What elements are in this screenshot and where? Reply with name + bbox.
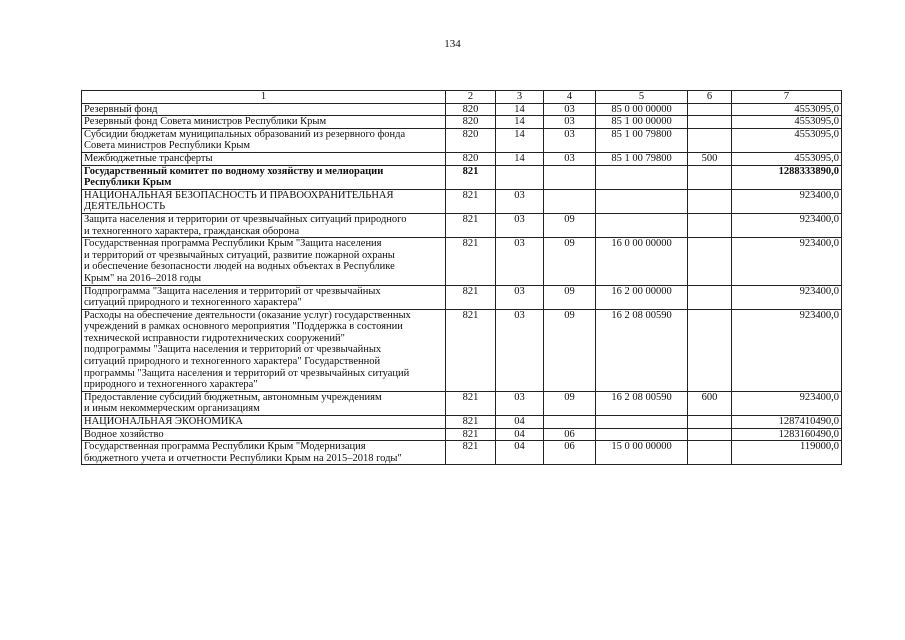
row-code-cell-c6 (688, 103, 732, 116)
header-cell: 3 (496, 91, 544, 104)
row-code-cell-c5: 85 0 00 00000 (596, 103, 688, 116)
page-number: 134 (444, 38, 461, 50)
table-row (82, 238, 842, 285)
row-name-cell (82, 391, 446, 415)
row-code-cell-c2: 821 (446, 428, 496, 441)
row-amount-cell: 1287410490,0 (732, 416, 842, 429)
row-name-line: Межбюджетные трансферты (84, 152, 213, 164)
row-name-line: Крым" на 2016–2018 годы (84, 272, 202, 284)
row-name-line: учреждений в рамках основного мероприятия "Поддержка в состоянии (84, 321, 403, 333)
table-row (82, 189, 842, 213)
row-code-cell-c5: 85 1 00 00000 (596, 116, 688, 129)
row-code-cell-c3: 03 (496, 309, 544, 391)
row-amount-cell: 923400,0 (732, 238, 842, 285)
table-row (82, 152, 842, 165)
row-name-line: технической исправности гидротехнических сооружений" (84, 332, 345, 344)
row-code-cell-c4: 03 (544, 116, 596, 129)
row-amount-cell: 1283160490,0 (732, 428, 842, 441)
row-name-line: подпрограммы "Защита населения и территорий от чрезвычайных (84, 344, 382, 356)
row-name-line: и иным некоммерческим организациям (84, 403, 260, 415)
row-code-cell-c2: 821 (446, 238, 496, 285)
header-cell: 2 (446, 91, 496, 104)
row-name-cell (82, 416, 446, 429)
header-cell: 7 (732, 91, 842, 104)
table-row (82, 309, 842, 391)
row-name-cell (82, 103, 446, 116)
row-name-line: ситуаций природного и техногенного характера" (84, 297, 302, 309)
row-code-cell-c2: 820 (446, 103, 496, 116)
row-code-cell-c2: 821 (446, 416, 496, 429)
row-name-line: Резервный фонд Совета министров Республики Крым (84, 116, 327, 128)
table-row (82, 441, 842, 465)
row-code-cell-c3: 04 (496, 416, 544, 429)
row-name-cell (82, 441, 446, 465)
row-amount-cell: 923400,0 (732, 309, 842, 391)
row-code-cell-c4: 09 (544, 285, 596, 309)
row-code-cell-c2: 821 (446, 391, 496, 415)
row-amount-cell: 4553095,0 (732, 116, 842, 129)
row-code-cell-c6 (688, 213, 732, 237)
row-name-cell (82, 309, 446, 391)
row-name-cell (82, 189, 446, 213)
row-code-cell-c4: 06 (544, 441, 596, 465)
row-amount-cell: 4553095,0 (732, 152, 842, 165)
row-name-line: НАЦИОНАЛЬНАЯ БЕЗОПАСНОСТЬ И ПРАВООХРАНИТЕЛЬНАЯ (84, 189, 394, 201)
row-name-line: Государственная программа Республики Крым "Защита населения (84, 238, 382, 250)
table-row (82, 213, 842, 237)
row-name-line: Расходы на обеспечение деятельности (оказание услуг) государственных (84, 309, 411, 321)
table-row (82, 116, 842, 129)
row-code-cell-c5: 16 0 00 00000 (596, 238, 688, 285)
row-name-line: ДЕЯТЕЛЬНОСТЬ (84, 201, 166, 213)
row-name-line: и территорий от чрезвычайных ситуаций, развитие пожарной охраны (84, 249, 395, 261)
row-code-cell-c6: 500 (688, 152, 732, 165)
row-code-cell-c2: 821 (446, 165, 496, 189)
row-code-cell-c5: 16 2 08 00590 (596, 309, 688, 391)
budget-table (81, 90, 842, 465)
row-code-cell-c3: 04 (496, 441, 544, 465)
row-code-cell-c2: 821 (446, 213, 496, 237)
row-name-line: и обеспечение безопасности людей на водных объектах в Республике (84, 261, 395, 273)
row-code-cell-c6 (688, 416, 732, 429)
row-code-cell-c4: 03 (544, 152, 596, 165)
row-code-cell-c2: 821 (446, 441, 496, 465)
row-amount-cell: 923400,0 (732, 285, 842, 309)
row-name-cell (82, 285, 446, 309)
row-name-line: Государственная программа Республики Крым "Модернизация (84, 441, 366, 453)
row-name-line: Защита населения и территории от чрезвычайных ситуаций природного (84, 213, 407, 225)
row-name-cell (82, 152, 446, 165)
row-code-cell-c2: 821 (446, 309, 496, 391)
row-code-cell-c4: 09 (544, 391, 596, 415)
row-code-cell-c6 (688, 428, 732, 441)
row-code-cell-c6 (688, 189, 732, 213)
table-row (82, 165, 842, 189)
row-code-cell-c3: 14 (496, 116, 544, 129)
table-row (82, 391, 842, 415)
row-code-cell-c6 (688, 441, 732, 465)
row-amount-cell: 4553095,0 (732, 128, 842, 152)
row-code-cell-c5 (596, 416, 688, 429)
row-code-cell-c2: 820 (446, 116, 496, 129)
row-name-line: Подпрограмма "Защита населения и территорий от чрезвычайных (84, 285, 381, 297)
row-code-cell-c5: 85 1 00 79800 (596, 128, 688, 152)
row-name-cell (82, 238, 446, 285)
row-code-cell-c5: 16 2 00 00000 (596, 285, 688, 309)
row-name-line: программы "Защита населения и территорий от чрезвычайных ситуаций (84, 367, 410, 379)
row-code-cell-c2: 820 (446, 152, 496, 165)
row-code-cell-c6 (688, 309, 732, 391)
row-code-cell-c4: 03 (544, 128, 596, 152)
row-name-line: Субсидии бюджетам муниципальных образований из резервного фонда (84, 128, 406, 140)
table-row (82, 103, 842, 116)
row-name-line: Предоставление субсидий бюджетным, автономным учреждениям (84, 391, 382, 403)
row-code-cell-c4: 03 (544, 103, 596, 116)
row-code-cell-c2: 820 (446, 128, 496, 152)
row-code-cell-c3: 03 (496, 391, 544, 415)
row-amount-cell: 923400,0 (732, 391, 842, 415)
table-header-row (82, 91, 842, 104)
row-name-line: Водное хозяйство (84, 428, 164, 440)
row-name-line: бюджетного учета и отчетности Республики Крым на 2015–2018 годы" (84, 452, 402, 464)
row-code-cell-c3: 03 (496, 238, 544, 285)
row-name-line: Республики Крым (84, 177, 172, 189)
row-code-cell-c5: 16 2 08 00590 (596, 391, 688, 415)
row-name-line: природного и техногенного характера" (84, 379, 258, 391)
row-code-cell-c4: 09 (544, 213, 596, 237)
row-code-cell-c6 (688, 238, 732, 285)
row-name-cell (82, 428, 446, 441)
row-amount-cell: 4553095,0 (732, 103, 842, 116)
row-amount-cell: 923400,0 (732, 213, 842, 237)
row-amount-cell: 1288333890,0 (732, 165, 842, 189)
row-name-line: Резервный фонд (84, 103, 158, 115)
row-code-cell-c6 (688, 128, 732, 152)
row-amount-cell: 119000,0 (732, 441, 842, 465)
row-code-cell-c4 (544, 189, 596, 213)
row-name-line: Государственный комитет по водному хозяйству и мелиорации (84, 165, 384, 177)
row-name-cell (82, 213, 446, 237)
row-code-cell-c3: 04 (496, 428, 544, 441)
header-cell: 5 (596, 91, 688, 104)
row-name-cell (82, 165, 446, 189)
row-code-cell-c2: 821 (446, 285, 496, 309)
row-code-cell-c3: 14 (496, 152, 544, 165)
row-code-cell-c5 (596, 165, 688, 189)
row-code-cell-c5 (596, 213, 688, 237)
table-row (82, 128, 842, 152)
row-code-cell-c6 (688, 285, 732, 309)
row-code-cell-c5 (596, 189, 688, 213)
table-row (82, 416, 842, 429)
row-code-cell-c4: 09 (544, 309, 596, 391)
row-code-cell-c3: 14 (496, 103, 544, 116)
table-row (82, 285, 842, 309)
row-code-cell-c6 (688, 165, 732, 189)
header-cell: 4 (544, 91, 596, 104)
row-name-line: ситуаций природного и техногенного характера" Государственной (84, 356, 381, 368)
row-amount-cell: 923400,0 (732, 189, 842, 213)
row-code-cell-c3: 03 (496, 285, 544, 309)
row-code-cell-c4 (544, 416, 596, 429)
row-code-cell-c3 (496, 165, 544, 189)
row-name-cell (82, 128, 446, 152)
row-code-cell-c2: 821 (446, 189, 496, 213)
row-code-cell-c5: 15 0 00 00000 (596, 441, 688, 465)
row-code-cell-c3: 03 (496, 189, 544, 213)
row-code-cell-c6: 600 (688, 391, 732, 415)
header-cell: 1 (82, 91, 446, 104)
row-name-cell (82, 116, 446, 129)
row-name-line: и техногенного характера, гражданская оборона (84, 225, 300, 237)
row-code-cell-c4: 06 (544, 428, 596, 441)
row-name-line: Совета министров Республики Крым (84, 140, 251, 152)
row-name-line: НАЦИОНАЛЬНАЯ ЭКОНОМИКА (84, 416, 243, 428)
row-code-cell-c4: 09 (544, 238, 596, 285)
row-code-cell-c3: 03 (496, 213, 544, 237)
table-row (82, 428, 842, 441)
row-code-cell-c6 (688, 116, 732, 129)
row-code-cell-c4 (544, 165, 596, 189)
row-code-cell-c5 (596, 428, 688, 441)
header-cell: 6 (688, 91, 732, 104)
row-code-cell-c5: 85 1 00 79800 (596, 152, 688, 165)
row-code-cell-c3: 14 (496, 128, 544, 152)
budget-table-body (82, 91, 842, 465)
